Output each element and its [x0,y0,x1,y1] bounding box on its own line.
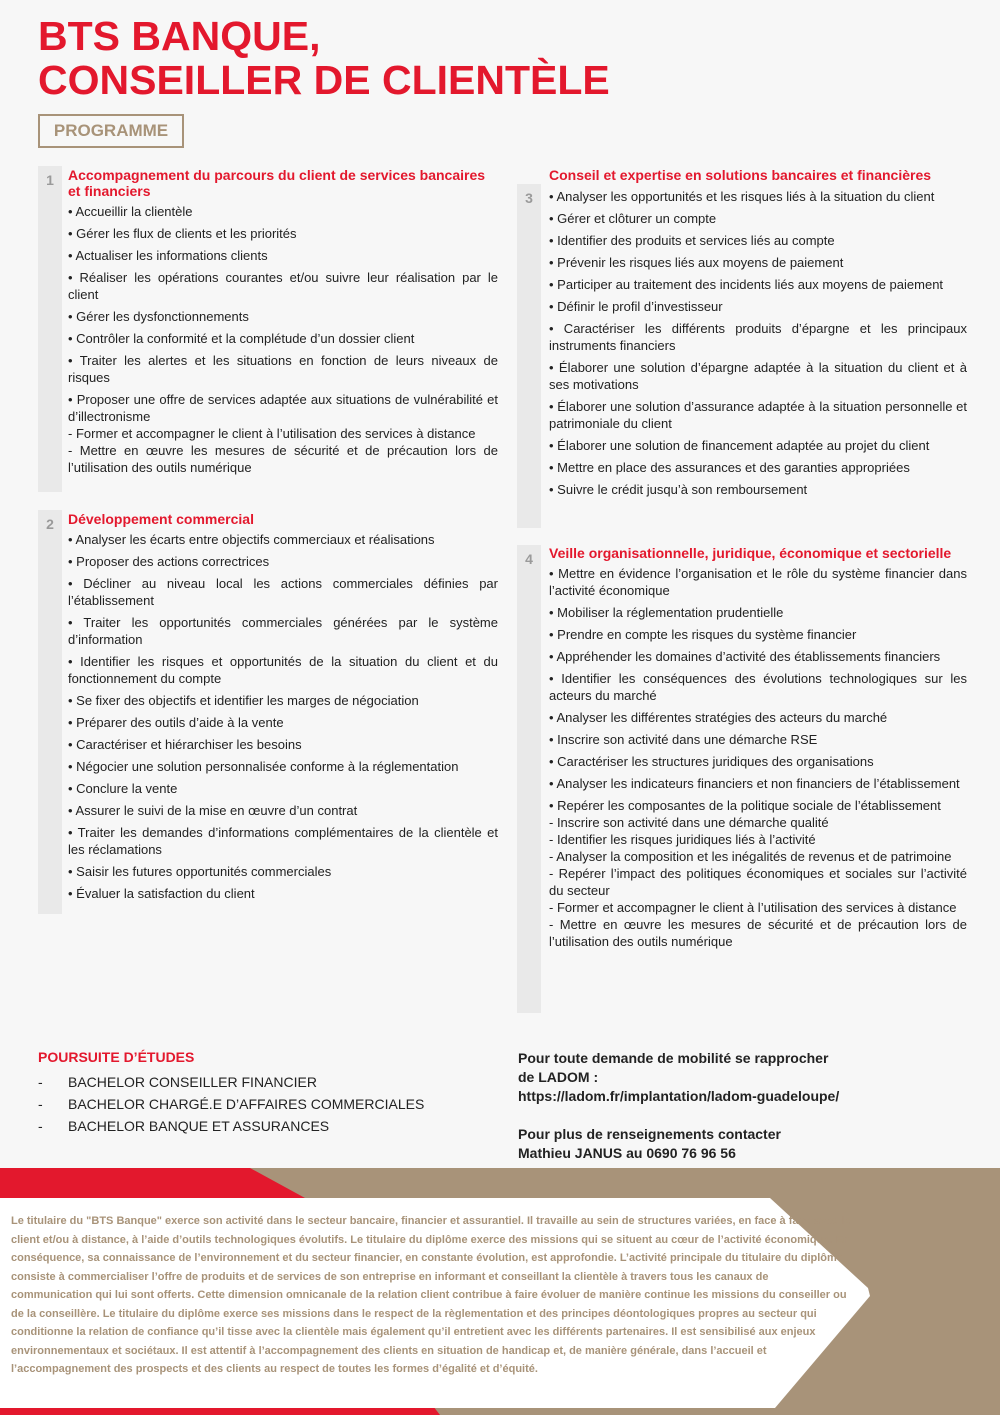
list-item: • Élaborer une solution de financement adaptée au projet du client [549,438,930,453]
list-item: - Former et accompagner le client à l’utilisation des services à distance [549,900,957,915]
list-item: • Analyser les écarts entre objectifs commerciaux et réalisations [68,532,435,547]
list-item: • Proposer une offre de services adaptée aux situations de vulnérabilité et d’illectronisme [68,392,498,424]
list-item: • Inscrire son activité dans une démarche RSE [549,732,818,747]
section-number: 3 [525,190,533,206]
list-item: - Inscrire son activité dans une démarche qualité [549,815,829,830]
list-item: • Caractériser et hiérarchiser les besoins [68,737,302,752]
contact-phone: Mathieu JANUS au 0690 76 96 56 [518,1145,736,1161]
list-item: • Caractériser les structures juridiques des organisations [549,754,874,769]
title-line-2: CONSEILLER DE CLIENTÈLE [38,57,610,103]
dash: - [38,1074,43,1090]
title-line-1: BTS BANQUE, [38,13,321,59]
list-item: • Identifier les conséquences des évolutions technologiques sur les acteurs du marché [549,671,967,703]
list-item: - Identifier les risques juridiques liés à l’activité [549,832,816,847]
list-item [38,1115,424,1137]
poursuite-title: POURSUITE D’ÉTUDES [38,1049,195,1065]
list-item: • Prévenir les risques liés aux moyens de paiement [549,255,844,270]
list-item: - Mettre en œuvre les mesures de sécurité et de précaution lors de l’utilisation des outils numérique [68,443,498,475]
section-title: Accompagnement du parcours du client de services bancaires et financiers [68,167,486,199]
list-item: • Suivre le crédit jusqu’à son remboursement [549,482,808,497]
list-item: - Former et accompagner le client à l’utilisation des services à distance [68,426,476,441]
list-item: • Identifier des produits et services liés au compte [549,233,835,248]
list-item: • Analyser les opportunités et les risques liés à la situation du client [549,189,935,204]
list-item: • Évaluer la satisfaction du client [68,886,255,901]
list-item: • Négocier une solution personnalisée conforme à la réglementation [68,759,459,774]
section-number: 1 [46,172,54,188]
list-item [38,1071,424,1093]
list-item: • Contrôler la conformité et la complétude d’un dossier client [68,331,415,346]
section-items [68,531,498,902]
section-title: Développement commercial [68,511,254,527]
section-bar [517,184,541,528]
bachelor-label: BACHELOR CONSEILLER FINANCIER [68,1074,317,1090]
list-item: • Préparer des outils d’aide à la vente [68,715,284,730]
list-item: • Élaborer une solution d’assurance adaptée à la situation personnelle et patrimoniale du client [549,399,967,431]
list-item: • Gérer les flux de clients et les priorités [68,226,297,241]
section-bar [517,545,541,1013]
list-item: • Traiter les alertes et les situations en fonction de leurs niveaux de risques [68,353,498,385]
list-item: • Analyser les indicateurs financiers et non financiers de l’établissement [549,776,960,791]
list-item: • Traiter les demandes d’informations complémentaires de la clientèle et les réclamations [68,825,498,857]
list-item: • Définir le profil d’investisseur [549,299,723,314]
section-bar [38,510,62,914]
list-item: • Prendre en compte les risques du système financier [549,627,857,642]
section-items [549,565,967,950]
programme-label: PROGRAMME [38,114,184,148]
list-item: • Se fixer des objectifs et identifier les marges de négociation [68,693,419,708]
ladom-link[interactable]: https://ladom.fr/implantation/ladom-guadeloupe/ [518,1088,840,1104]
info-line: Pour plus de renseignements contacter [518,1126,781,1142]
list-item: • Gérer les dysfonctionnements [68,309,249,324]
list-item: • Élaborer une solution d’épargne adaptée à la situation du client et à ses motivations [549,360,967,392]
bachelor-label: BACHELOR CHARGÉ.E D’AFFAIRES COMMERCIALES [68,1096,425,1112]
page-title [38,14,610,102]
contact-block [518,1049,958,1163]
list-item: • Mettre en place des assurances et des garanties appropriées [549,460,910,475]
section-number: 2 [46,516,54,532]
dash: - [38,1096,43,1112]
list-item: • Appréhender les domaines d’activité des établissements financiers [549,649,941,664]
list-item: • Mobiliser la réglementation prudentielle [549,605,784,620]
list-item: • Accueillir la clientèle [68,204,193,219]
list-item: • Traiter les opportunités commerciales générées par le système d’information [68,615,498,647]
section-items [68,203,498,476]
list-item: - Repérer l’impact des politiques économiques et sociales sur l’activité du secteur [549,866,967,898]
list-item: • Actualiser les informations clients [68,248,268,263]
section-title: Conseil et expertise en solutions bancaires et financières [549,167,932,183]
section-items [549,188,967,498]
list-item: • Gérer et clôturer un compte [549,211,717,226]
footer-description: Le titulaire du "BTS Banque" exerce son activité dans le secteur bancaire, financier et assurantiel. Il travaille au sein de structures variées, en face à face avec le client et/ou à distance, à l’aide d’outils technologiques évolutifs. Le titulaire du diplôme exerce des missions qui se situent au cœur de l’activité économique. En conséquence, sa connaissance de l’environnement et du secteur financier, en constante évolution, est approfondie. L’activité principale du titulaire du diplôme consiste à commercialiser l’offre de produits et de services de son entreprise en informant et conseillant la clientèle à travers tous les canaux de communication qui lui sont offerts. Cette dimension omnicanale de la relation client contribue à faire évoluer de manière continue les missions du conseiller ou de la conseillère. Le titulaire du diplôme exerce ses missions dans le respect de la règlementation et des principes déontologiques propres au secteur qui conditionne la relation de confiance qu’il tisse avec la clientèle mais également qu’il entretient avec les différents partenaires. Il est sensibilisé aux enjeux environnementaux et sociétaux. Il est attentif à l’accompagnement des clients en situation de handicap et, de manière générale, dans l’accueil et l’accompagnement des prospects et des clients au respect de toutes les formes d’égalité et d’équité. [11,1215,851,1375]
poursuite-etudes [38,1049,424,1137]
mobility-line: Pour toute demande de mobilité se rapprocher [518,1050,829,1066]
list-item [38,1093,424,1115]
list-item: • Caractériser les différents produits d’épargne et les principaux instruments financiers [549,321,967,353]
list-item: • Participer au traitement des incidents liés aux moyens de paiement [549,277,944,292]
dash: - [38,1118,43,1134]
bachelor-label: BACHELOR BANQUE ET ASSURANCES [68,1118,330,1134]
section-number: 4 [525,551,533,567]
list-item: • Repérer les composantes de la politique sociale de l’établissement [549,798,941,813]
list-item: • Décliner au niveau local les actions commerciales définies par l’établissement [68,576,498,608]
list-item: • Conclure la vente [68,781,178,796]
list-item: - Mettre en œuvre les mesures de sécurité et de précaution lors de l’utilisation des outils numérique [549,917,967,949]
list-item: • Assurer le suivi de la mise en œuvre d’un contrat [68,803,358,818]
list-item: • Analyser les différentes stratégies des acteurs du marché [549,710,888,725]
list-item: • Mettre en évidence l’organisation et le rôle du système financier dans l’activité économique [549,566,967,598]
list-item: • Identifier les risques et opportunités de la situation du client et du fonctionnement du compte [68,654,498,686]
list-item: • Proposer des actions correctrices [68,554,270,569]
list-item: - Analyser la composition et les inégalités de revenus et de patrimoine [549,849,952,864]
section-title: Veille organisationnelle, juridique, économique et sectorielle [549,545,952,561]
mobility-line: de LADOM : [518,1069,599,1085]
list-item: • Réaliser les opérations courantes et/ou suivre leur réalisation par le client [68,270,498,302]
section-bar [38,166,62,492]
list-item: • Saisir les futures opportunités commerciales [68,864,332,879]
